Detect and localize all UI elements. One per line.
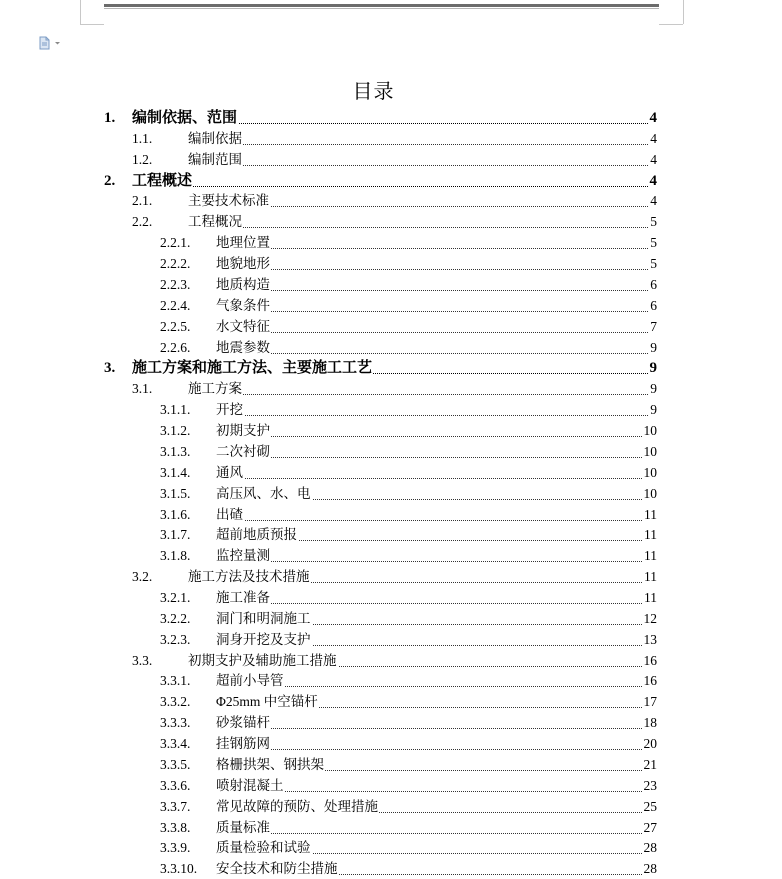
toc-entry-label: 施工方案和施工方法、主要施工工艺 bbox=[132, 360, 373, 377]
toc-entry-label: 出碴 bbox=[216, 506, 243, 522]
toc-entry[interactable] bbox=[0, 713, 782, 733]
toc-entry-label: 初期支护 bbox=[216, 423, 270, 439]
toc-entry-number: 3.1.5. bbox=[160, 485, 191, 501]
toc-entry-number: 1. bbox=[104, 110, 116, 126]
toc-entry-number: 2.2.5. bbox=[160, 318, 191, 334]
toc-entry[interactable] bbox=[0, 400, 782, 420]
toc-entry-label: 施工准备 bbox=[216, 590, 270, 605]
toc-entry-number: 3.1.1. bbox=[160, 402, 191, 418]
toc-title: 目录 bbox=[352, 81, 395, 103]
toc-leader-dots bbox=[216, 603, 654, 604]
toc-entry[interactable] bbox=[0, 859, 782, 879]
toc-entry-page: 11 bbox=[644, 527, 657, 543]
margin-corner-left-h bbox=[80, 24, 104, 25]
toc-entry-page: 10 bbox=[643, 423, 657, 439]
toc-entry-page: 20 bbox=[643, 736, 657, 752]
toc-entry-label: 喷射混凝土 bbox=[216, 777, 284, 793]
toc-leader-dots bbox=[216, 436, 654, 437]
margin-corner-right bbox=[683, 0, 684, 24]
header-thin-line bbox=[104, 8, 659, 9]
toc-entry-number: 3.1.2. bbox=[160, 423, 191, 439]
toc-entry-label: 常见故障的预防、处理措施 bbox=[216, 798, 378, 814]
toc-entry-number: 3.2.3. bbox=[160, 631, 191, 647]
toc-entry-label: 通风 bbox=[216, 464, 243, 480]
toc-entry-label: 工程概述 bbox=[132, 172, 193, 189]
toc-entry[interactable] bbox=[0, 671, 782, 691]
toc-entry-number: 2.2.4. bbox=[160, 297, 191, 313]
toc-leader-dots bbox=[216, 290, 654, 291]
toc-entry[interactable] bbox=[0, 818, 782, 838]
toc-entry-label: 安全技术和防尘措施 bbox=[216, 861, 338, 877]
toc-entry-label: 编制依据、范围 bbox=[132, 110, 238, 126]
toc-entry-label: 砂浆锚杆 bbox=[216, 715, 270, 731]
toc-leader-dots bbox=[216, 478, 654, 479]
toc-entry-number: 2.2. bbox=[132, 214, 153, 230]
toc-entry-label: 工程概况 bbox=[188, 214, 242, 230]
toc-entry-number: 3.2.2. bbox=[160, 610, 191, 626]
toc-entry[interactable] bbox=[0, 567, 782, 587]
toc-entry[interactable] bbox=[0, 150, 782, 170]
toc-leader-dots bbox=[216, 457, 654, 458]
toc-leader-dots bbox=[188, 144, 654, 145]
toc-entry-number: 3.3.2. bbox=[160, 694, 191, 710]
toc-entry-number: 2.1. bbox=[132, 193, 153, 209]
toc-entry-label: 地震参数 bbox=[216, 339, 270, 355]
toc-entry[interactable] bbox=[0, 651, 782, 671]
toc-entry[interactable] bbox=[0, 525, 782, 545]
toc-entry-label: 主要技术标准 bbox=[188, 193, 269, 209]
toc-entry-page: 4 bbox=[649, 110, 657, 126]
toc-entry[interactable] bbox=[0, 630, 782, 650]
toc-entry-number: 3. bbox=[104, 360, 116, 377]
toc-entry[interactable] bbox=[0, 171, 782, 191]
toc-entry-page: 17 bbox=[643, 694, 657, 710]
toc-entry-number: 3.2. bbox=[132, 569, 153, 585]
toc-entry-label: 气象条件 bbox=[216, 297, 270, 313]
toc-leader-dots bbox=[216, 332, 654, 333]
toc-leader-dots bbox=[216, 415, 654, 416]
toc-entry[interactable] bbox=[0, 505, 782, 525]
toc-entry-label: 编制依据 bbox=[188, 130, 242, 146]
toc-entry-label: 超前地质预报 bbox=[216, 527, 297, 543]
toc-entry-page: 11 bbox=[644, 569, 657, 585]
toc-entry-page: 11 bbox=[644, 506, 657, 522]
toc-entry[interactable] bbox=[0, 191, 782, 211]
toc-leader-dots bbox=[216, 248, 654, 249]
toc-entry-number: 2.2.6. bbox=[160, 339, 191, 355]
toc-entry-number: 3.3.4. bbox=[160, 736, 191, 752]
toc-entry-label: Φ25mm 中空锚杆 bbox=[216, 694, 318, 710]
toc-entry-page: 4 bbox=[650, 193, 657, 209]
toc-entry[interactable] bbox=[0, 755, 782, 775]
toc-entry[interactable] bbox=[0, 296, 782, 316]
toc-entry[interactable] bbox=[0, 233, 782, 253]
toc-leader-dots bbox=[216, 728, 654, 729]
toc-entry-number: 2.2.2. bbox=[160, 256, 191, 272]
toc-leader-dots bbox=[188, 165, 654, 166]
toc-entry-label: 洞门和明洞施工 bbox=[216, 610, 311, 626]
toc-leader-dots bbox=[216, 520, 654, 521]
toc-entry-number: 2.2.3. bbox=[160, 276, 191, 292]
toc-entry-page: 7 bbox=[650, 318, 657, 334]
toc-entry-page: 28 bbox=[643, 861, 657, 877]
toc-entry-label: 格栅拱架、钢拱架 bbox=[216, 756, 324, 772]
toc-entry-page: 23 bbox=[643, 777, 657, 793]
toc-entry[interactable] bbox=[0, 734, 782, 754]
toc-entry-number: 3.1.7. bbox=[160, 527, 191, 543]
toc-entry-number: 3.1. bbox=[132, 381, 153, 397]
toc-entry-page: 9 bbox=[650, 339, 657, 355]
toc-entry-number: 3.3.5. bbox=[160, 756, 191, 772]
toc-entry-label: 质量检验和试验 bbox=[216, 840, 311, 856]
toc-entry[interactable] bbox=[0, 129, 782, 149]
toc-leader-dots bbox=[216, 269, 654, 270]
toc-entry-number: 2. bbox=[104, 172, 116, 189]
toc-entry-label: 二次衬砌 bbox=[216, 443, 270, 459]
toc-entry[interactable] bbox=[0, 463, 782, 483]
toc-entry-page: 11 bbox=[644, 548, 657, 564]
toc-entry-page: 5 bbox=[650, 214, 657, 230]
toc-entry-number: 3.1.4. bbox=[160, 464, 191, 480]
toc-entry-page: 11 bbox=[644, 590, 657, 605]
toc-entry-number: 3.3.6. bbox=[160, 777, 191, 793]
toc-entry-label: 挂钢筋网 bbox=[216, 736, 270, 752]
toc-entry-label: 地貌地形 bbox=[216, 256, 270, 272]
toc-entry-page: 27 bbox=[643, 819, 657, 835]
toc-leader-dots bbox=[216, 311, 654, 312]
toc-entry[interactable] bbox=[0, 546, 782, 566]
document-options-icon[interactable] bbox=[38, 36, 62, 50]
toc-entry[interactable] bbox=[0, 379, 782, 399]
header-thick-line bbox=[104, 4, 659, 7]
toc-entry-page: 5 bbox=[650, 235, 657, 251]
toc-entry[interactable] bbox=[0, 108, 782, 128]
toc-entry-page: 25 bbox=[643, 798, 657, 814]
toc-entry-number: 3.2.1. bbox=[160, 590, 191, 605]
toc-entry[interactable] bbox=[0, 254, 782, 274]
toc-entry[interactable] bbox=[0, 275, 782, 295]
toc-entry[interactable] bbox=[0, 358, 782, 378]
toc-entry-page: 10 bbox=[643, 464, 657, 480]
toc-entry-label: 高压风、水、电 bbox=[216, 485, 311, 501]
toc-entry-page: 18 bbox=[643, 715, 657, 731]
toc-entry-number: 1.2. bbox=[132, 151, 153, 167]
toc-entry-page: 10 bbox=[643, 485, 657, 501]
toc-entry[interactable] bbox=[0, 338, 782, 358]
toc-entry[interactable] bbox=[0, 838, 782, 858]
toc-entry-page: 10 bbox=[643, 443, 657, 459]
toc-entry-number: 3.1.8. bbox=[160, 548, 191, 564]
toc-entry-page: 6 bbox=[650, 297, 657, 313]
toc-entry-page: 16 bbox=[643, 673, 657, 689]
toc-entry-number: 3.3.7. bbox=[160, 798, 191, 814]
toc-entry-label: 超前小导管 bbox=[216, 673, 284, 689]
toc-entry[interactable] bbox=[0, 776, 782, 796]
toc-leader-dots bbox=[216, 833, 654, 834]
toc-entry-number: 3.3.1. bbox=[160, 673, 191, 689]
toc-entry[interactable] bbox=[0, 797, 782, 817]
toc-entry-page: 12 bbox=[643, 610, 657, 626]
toc-entry[interactable] bbox=[0, 442, 782, 462]
toc-entry[interactable] bbox=[0, 692, 782, 712]
toc-entry-page: 5 bbox=[650, 256, 657, 272]
toc-entry-label: 地理位置 bbox=[216, 235, 270, 251]
toc-entry-label: 洞身开挖及支护 bbox=[216, 631, 311, 647]
toc-entry-page: 6 bbox=[650, 276, 657, 292]
toc-leader-dots bbox=[188, 227, 654, 228]
toc-entry-page: 4 bbox=[650, 151, 657, 167]
toc-entry[interactable] bbox=[0, 588, 782, 608]
toc-entry-number: 3.3.9. bbox=[160, 840, 191, 856]
toc-entry-number: 1.1. bbox=[132, 130, 153, 146]
toc-entry-page: 21 bbox=[643, 756, 657, 772]
toc-entry-number: 3.3. bbox=[132, 652, 153, 668]
toc-entry[interactable] bbox=[0, 317, 782, 337]
toc-entry-page: 4 bbox=[650, 130, 657, 146]
toc-entry[interactable] bbox=[0, 609, 782, 629]
toc-entry-label: 地质构造 bbox=[216, 276, 270, 292]
toc-entry-label: 质量标准 bbox=[216, 819, 270, 835]
toc-entry-page: 13 bbox=[643, 631, 657, 647]
toc-entry-label: 开挖 bbox=[216, 402, 243, 418]
toc-entry-page: 9 bbox=[650, 402, 657, 418]
toc-entry-label: 施工方案 bbox=[188, 381, 242, 397]
toc-entry-label: 初期支护及辅助施工措施 bbox=[188, 652, 337, 668]
toc-entry-page: 4 bbox=[649, 172, 657, 189]
toc-leader-dots bbox=[216, 749, 654, 750]
toc-leader-dots bbox=[216, 353, 654, 354]
toc-entry[interactable] bbox=[0, 212, 782, 232]
toc-entry-label: 水文特征 bbox=[216, 318, 270, 334]
toc-entry[interactable] bbox=[0, 484, 782, 504]
toc-entry-page: 16 bbox=[643, 652, 657, 668]
toc-entry-label: 编制范围 bbox=[188, 151, 242, 167]
toc-entry-number: 3.3.10. bbox=[160, 861, 198, 877]
toc-entry-number: 3.1.3. bbox=[160, 443, 191, 459]
toc-entry[interactable] bbox=[0, 421, 782, 441]
margin-corner-left bbox=[80, 0, 81, 24]
toc-entry-page: 9 bbox=[650, 381, 657, 397]
toc-entry-page: 9 bbox=[649, 360, 657, 377]
toc-leader-dots bbox=[188, 394, 654, 395]
toc-entry-label: 监控量测 bbox=[216, 548, 270, 564]
toc-entry-page: 28 bbox=[643, 840, 657, 856]
margin-corner-right-h bbox=[659, 24, 683, 25]
toc-entry-number: 3.3.3. bbox=[160, 715, 191, 731]
toc-leader-dots bbox=[132, 186, 654, 187]
toc-leader-dots bbox=[216, 561, 654, 562]
toc-entry-number: 3.3.8. bbox=[160, 819, 191, 835]
toc-entry-label: 施工方法及技术措施 bbox=[188, 569, 310, 585]
toc-entry-number: 3.1.6. bbox=[160, 506, 191, 522]
toc-entry-number: 2.2.1. bbox=[160, 235, 191, 251]
